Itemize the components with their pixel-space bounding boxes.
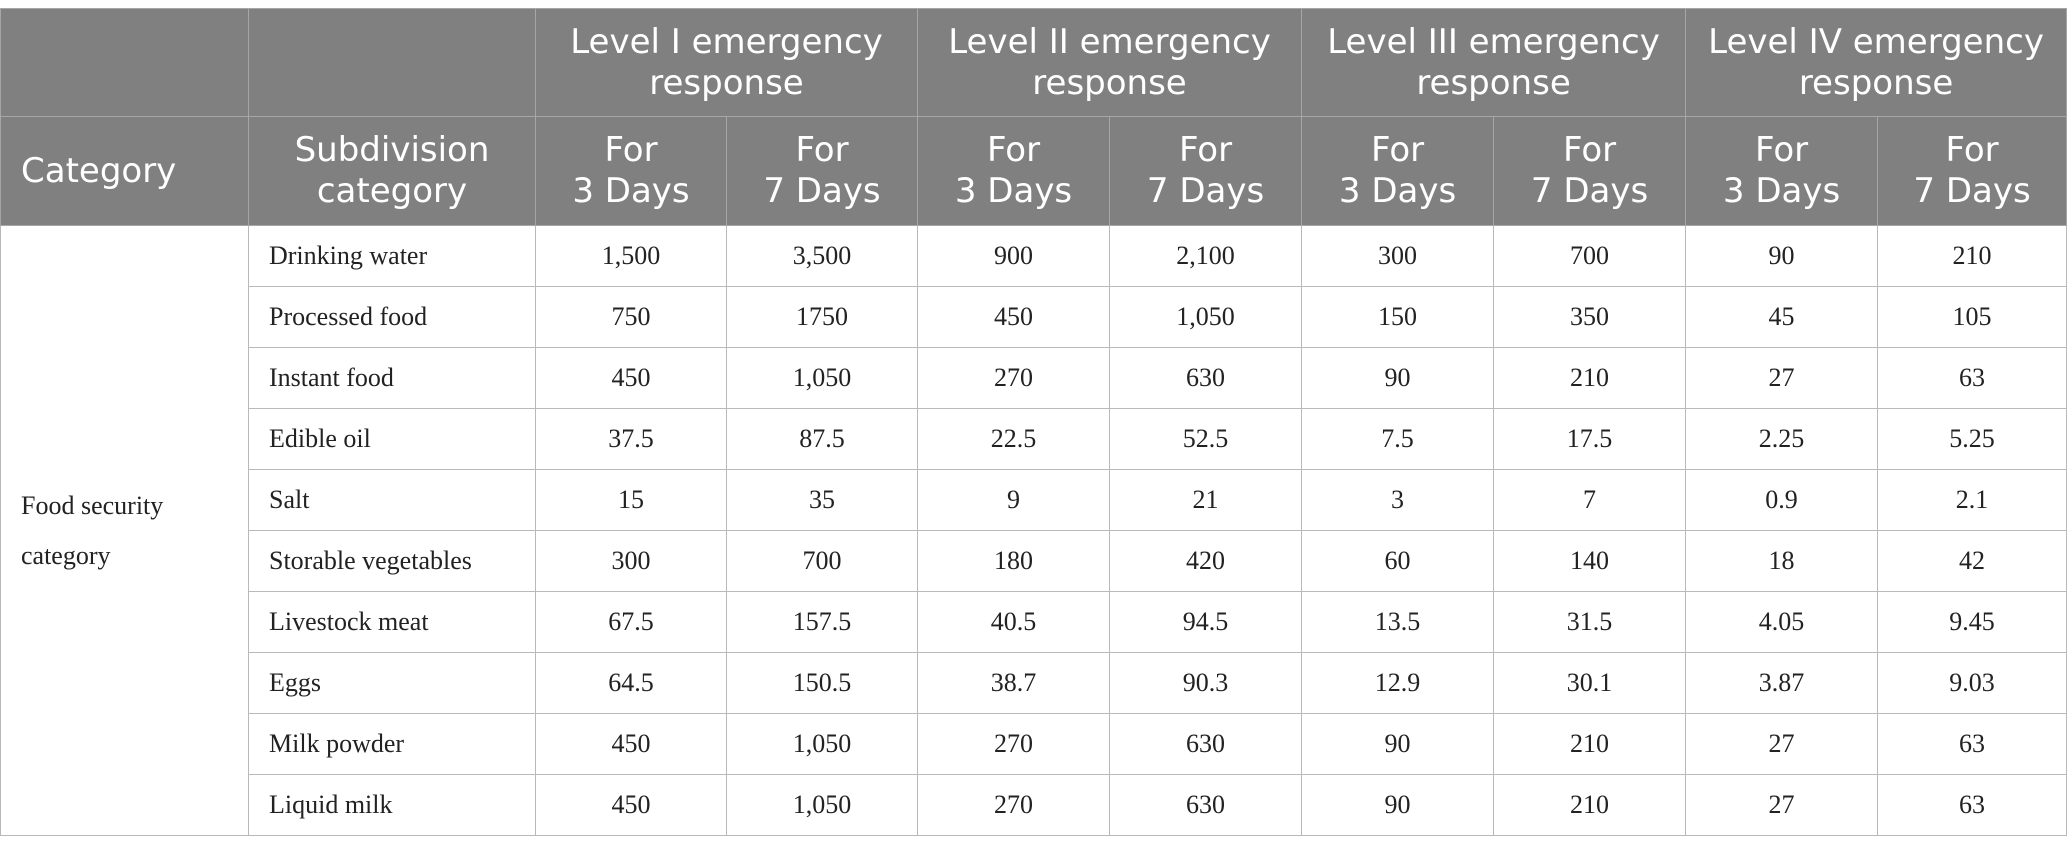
value-cell: 300 (1302, 226, 1494, 287)
table-row (1, 287, 2067, 348)
header-row-levels (1, 9, 2067, 117)
value-cell: 60 (1302, 531, 1494, 592)
value-cell: 4.05 (1686, 592, 1878, 653)
subdivision-cell: Eggs (249, 653, 536, 714)
table-row (1, 714, 2067, 775)
value-cell: 67.5 (536, 592, 727, 653)
value-cell: 1750 (727, 287, 918, 348)
value-cell: 13.5 (1302, 592, 1494, 653)
value-cell: 270 (918, 714, 1110, 775)
value-cell: 750 (536, 287, 727, 348)
value-cell: 27 (1686, 775, 1878, 836)
value-cell: 3 (1302, 470, 1494, 531)
value-cell: 35 (727, 470, 918, 531)
value-cell: 210 (1494, 775, 1686, 836)
table-row (1, 653, 2067, 714)
subdivision-cell: Drinking water (249, 226, 536, 287)
value-cell: 38.7 (918, 653, 1110, 714)
value-cell: 0.9 (1686, 470, 1878, 531)
level-header: Level II emergency response (918, 9, 1302, 117)
value-cell: 9.45 (1878, 592, 2067, 653)
value-cell: 5.25 (1878, 409, 2067, 470)
value-cell: 9.03 (1878, 653, 2067, 714)
value-cell: 700 (1494, 226, 1686, 287)
value-cell: 1,500 (536, 226, 727, 287)
period-header: For 3 Days (536, 117, 727, 226)
value-cell: 63 (1878, 775, 2067, 836)
table-row (1, 775, 2067, 836)
value-cell: 350 (1494, 287, 1686, 348)
value-cell: 15 (536, 470, 727, 531)
subdivision-cell: Livestock meat (249, 592, 536, 653)
value-cell: 30.1 (1494, 653, 1686, 714)
value-cell: 630 (1110, 714, 1302, 775)
header-blank-cell (249, 9, 536, 117)
value-cell: 2.25 (1686, 409, 1878, 470)
period-header: For 7 Days (1878, 117, 2067, 226)
header-blank-cell (1, 9, 249, 117)
value-cell: 94.5 (1110, 592, 1302, 653)
subdivision-cell: Edible oil (249, 409, 536, 470)
period-header: For 7 Days (1494, 117, 1686, 226)
value-cell: 140 (1494, 531, 1686, 592)
subdivision-cell: Processed food (249, 287, 536, 348)
value-cell: 64.5 (536, 653, 727, 714)
value-cell: 21 (1110, 470, 1302, 531)
period-header: For 7 Days (727, 117, 918, 226)
value-cell: 45 (1686, 287, 1878, 348)
level-header: Level I emergency response (536, 9, 918, 117)
subdivision-cell: Salt (249, 470, 536, 531)
value-cell: 210 (1878, 226, 2067, 287)
value-cell: 1,050 (727, 348, 918, 409)
value-cell: 210 (1494, 714, 1686, 775)
value-cell: 270 (918, 348, 1110, 409)
table-body (1, 226, 2067, 836)
value-cell: 450 (536, 775, 727, 836)
value-cell: 2.1 (1878, 470, 2067, 531)
value-cell: 1,050 (727, 775, 918, 836)
value-cell: 52.5 (1110, 409, 1302, 470)
value-cell: 1,050 (1110, 287, 1302, 348)
value-cell: 90 (1686, 226, 1878, 287)
value-cell: 63 (1878, 714, 2067, 775)
value-cell: 37.5 (536, 409, 727, 470)
subdivision-cell: Liquid milk (249, 775, 536, 836)
value-cell: 700 (727, 531, 918, 592)
value-cell: 7 (1494, 470, 1686, 531)
value-cell: 18 (1686, 531, 1878, 592)
value-cell: 27 (1686, 348, 1878, 409)
value-cell: 210 (1494, 348, 1686, 409)
value-cell: 450 (536, 348, 727, 409)
value-cell: 630 (1110, 775, 1302, 836)
value-cell: 450 (536, 714, 727, 775)
level-header: Level III emergency response (1302, 9, 1686, 117)
category-header: Category (1, 117, 249, 226)
level-header: Level IV emergency response (1686, 9, 2067, 117)
value-cell: 9 (918, 470, 1110, 531)
value-cell: 105 (1878, 287, 2067, 348)
value-cell: 27 (1686, 714, 1878, 775)
period-header: For 7 Days (1110, 117, 1302, 226)
value-cell: 150 (1302, 287, 1494, 348)
table-row (1, 531, 2067, 592)
value-cell: 3,500 (727, 226, 918, 287)
emergency-supply-table (0, 8, 2067, 836)
value-cell: 90.3 (1110, 653, 1302, 714)
value-cell: 180 (918, 531, 1110, 592)
table-row (1, 592, 2067, 653)
period-header: For 3 Days (918, 117, 1110, 226)
value-cell: 150.5 (727, 653, 918, 714)
table-row (1, 226, 2067, 287)
value-cell: 90 (1302, 348, 1494, 409)
value-cell: 2,100 (1110, 226, 1302, 287)
value-cell: 42 (1878, 531, 2067, 592)
value-cell: 1,050 (727, 714, 918, 775)
value-cell: 300 (536, 531, 727, 592)
value-cell: 420 (1110, 531, 1302, 592)
value-cell: 12.9 (1302, 653, 1494, 714)
table-row (1, 470, 2067, 531)
value-cell: 40.5 (918, 592, 1110, 653)
period-header: For 3 Days (1686, 117, 1878, 226)
value-cell: 450 (918, 287, 1110, 348)
subdivision-cell: Milk powder (249, 714, 536, 775)
value-cell: 270 (918, 775, 1110, 836)
subdivision-cell: Storable vegetables (249, 531, 536, 592)
table-row (1, 348, 2067, 409)
value-cell: 900 (918, 226, 1110, 287)
table-row (1, 409, 2067, 470)
value-cell: 17.5 (1494, 409, 1686, 470)
category-cell: Food security category (1, 226, 249, 836)
subdivision-cell: Instant food (249, 348, 536, 409)
value-cell: 630 (1110, 348, 1302, 409)
value-cell: 31.5 (1494, 592, 1686, 653)
value-cell: 63 (1878, 348, 2067, 409)
value-cell: 3.87 (1686, 653, 1878, 714)
period-header: For 3 Days (1302, 117, 1494, 226)
subdivision-header: Subdivision category (249, 117, 536, 226)
value-cell: 90 (1302, 714, 1494, 775)
value-cell: 22.5 (918, 409, 1110, 470)
value-cell: 7.5 (1302, 409, 1494, 470)
value-cell: 157.5 (727, 592, 918, 653)
header-row-periods (1, 117, 2067, 226)
value-cell: 90 (1302, 775, 1494, 836)
value-cell: 87.5 (727, 409, 918, 470)
